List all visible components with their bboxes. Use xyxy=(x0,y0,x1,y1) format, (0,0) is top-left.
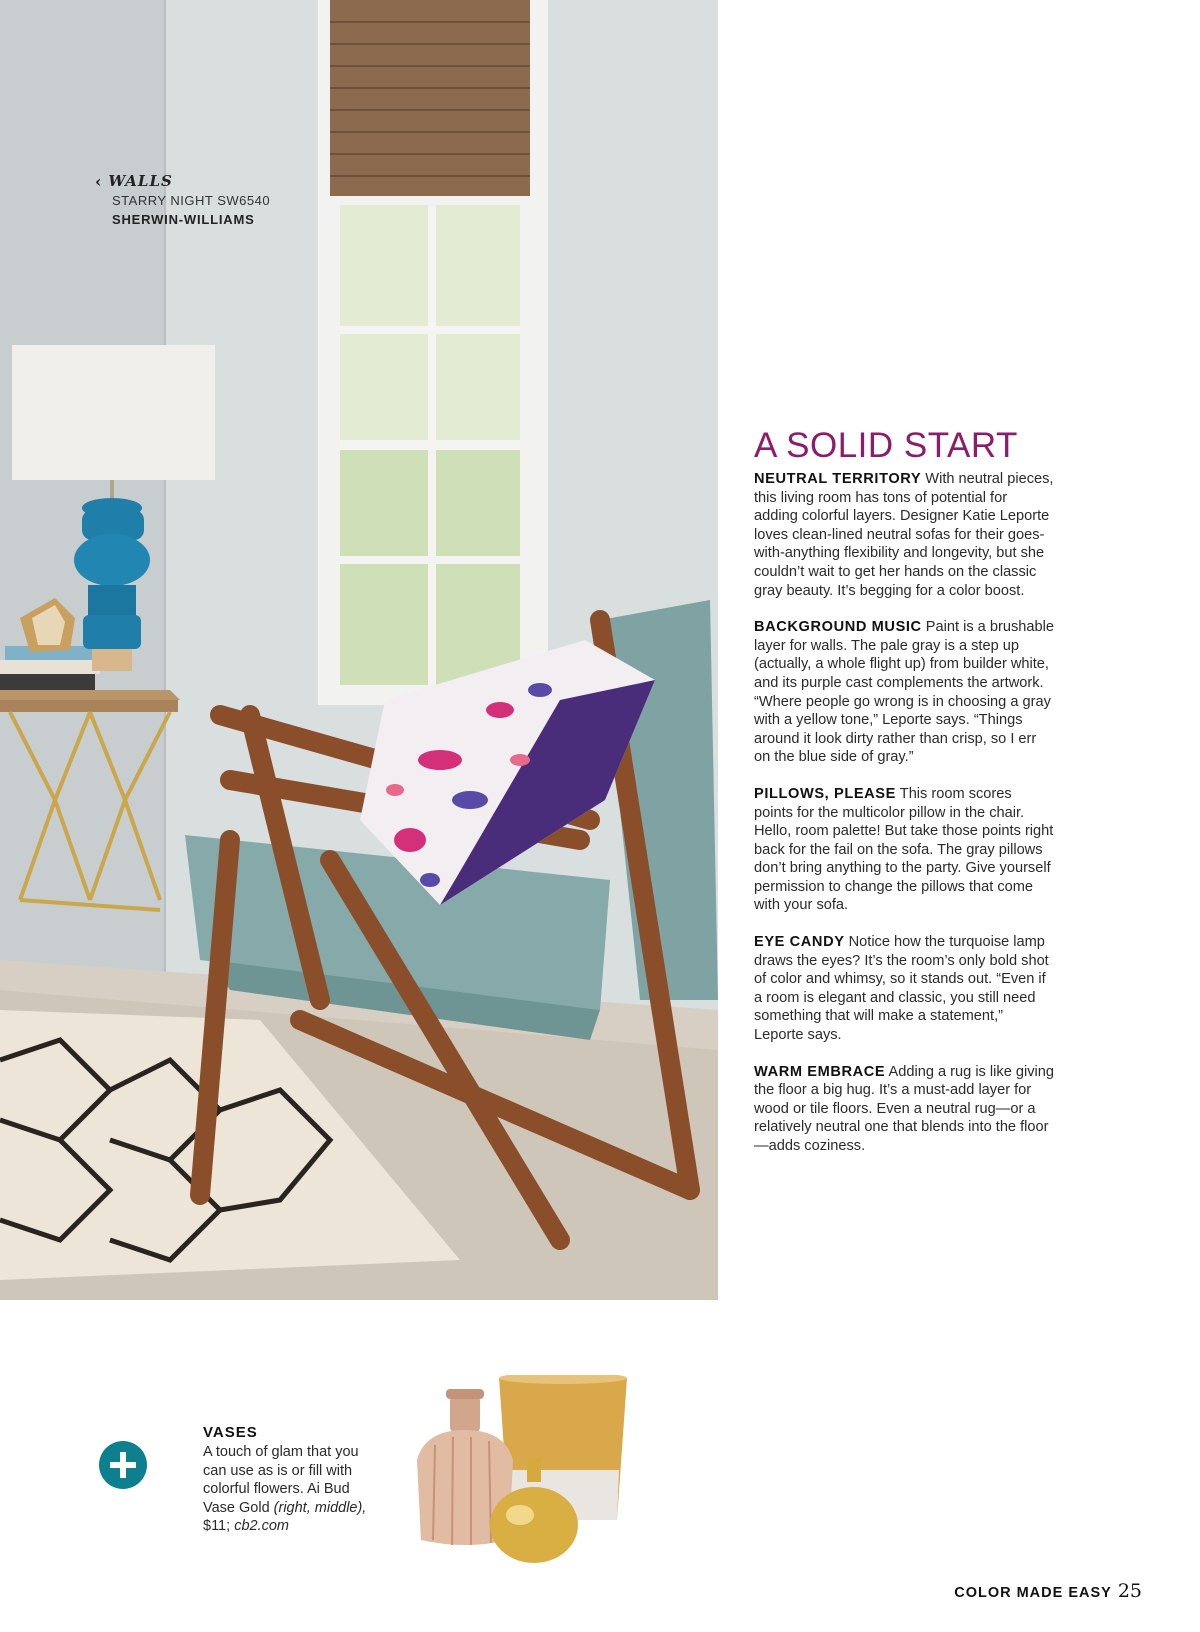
section-lead: NEUTRAL TERRITORY xyxy=(754,471,922,487)
paint-brand: SHERWIN-WILLIAMS xyxy=(112,212,255,227)
section-text: Adding a rug is like giving the floor a big hug. It’s a must-add layer for wood or tile floors. Even a neutral rug—or a relatively neutral one that blends into the floor—adds coziness. xyxy=(754,1063,1054,1154)
section-text: Paint is a brushable layer for walls. The pale gray is a step up (actually, a whole flight up) from builder white, and its purple cast complements the artwork. “Where people go wrong is in choosing a gray with a yellow tone,” Leporte says. “Things around it look dirty rather than crisp, so I err on the blue side of gray.” xyxy=(754,619,1054,766)
vases-description xyxy=(203,1443,383,1536)
page-footer xyxy=(954,1580,1142,1602)
vases-price: $11; xyxy=(203,1518,231,1534)
article-section-background-music xyxy=(754,618,1054,767)
plus-icon xyxy=(108,1450,138,1480)
section-lead: EYE CANDY xyxy=(754,934,845,951)
section-text: This room scores points for the multicolor pillow in the chair. Hello, room palette! But take those points right back for the fail on the sofa. The gray pillows don’t bring anything to the party. Give yourself permission to change the pillows that come with your sofa. xyxy=(754,785,1054,914)
walls-label: WALLS xyxy=(108,172,173,190)
vases-feature xyxy=(203,1424,383,1536)
vases-source-link[interactable]: cb2.com xyxy=(234,1518,289,1534)
section-text: Notice how the turquoise lamp draws the eyes? It’s the room’s only bold shot of color and whimsy, so it stands out. “Even if a room is elegant and classic, you still need something that will make a statement,” Leporte says. xyxy=(754,934,1049,1044)
vases-title: VASES xyxy=(203,1424,258,1441)
page-number: 25 xyxy=(1117,1580,1142,1602)
walls-paint-callout xyxy=(95,172,315,229)
paint-name: STARRY NIGHT SW6540 xyxy=(112,193,271,208)
article-section-neutral-territory xyxy=(754,470,1054,600)
plus-button[interactable] xyxy=(99,1441,147,1489)
vases-photo xyxy=(405,1375,635,1565)
room-photo xyxy=(0,0,718,1300)
article-section-warm-embrace xyxy=(754,1063,1054,1156)
arrow-left-icon: ‹ xyxy=(95,172,103,191)
section-lead: WARM EMBRACE xyxy=(754,1063,886,1080)
article-section-pillows-please xyxy=(754,785,1054,915)
vases-main-text: A touch of glam that you can use as is or fill with colorful flowers. Ai Bud Vase Gold xyxy=(203,1444,359,1516)
article-column xyxy=(754,426,1054,1174)
article-section-eye-candy xyxy=(754,933,1054,1045)
walls-callout-heading xyxy=(95,172,315,191)
section-text: With neutral pieces, this living room has tons of potential for adding colorful layers. Designer Katie Leporte loves clean-lined neutral sofas for their goes-with-anything flexibility and longevity, but she couldn’t wait to get her hands on the classic gray beauty. It’s begging for a color boost. xyxy=(754,471,1054,599)
section-lead: BACKGROUND MUSIC xyxy=(754,619,922,636)
vases-position-note: (right, middle), xyxy=(273,1499,367,1516)
section-lead: PILLOWS, PLEASE xyxy=(754,785,896,802)
section-name: COLOR MADE EASY xyxy=(954,1585,1112,1601)
article-title: A SOLID START xyxy=(754,426,1018,465)
